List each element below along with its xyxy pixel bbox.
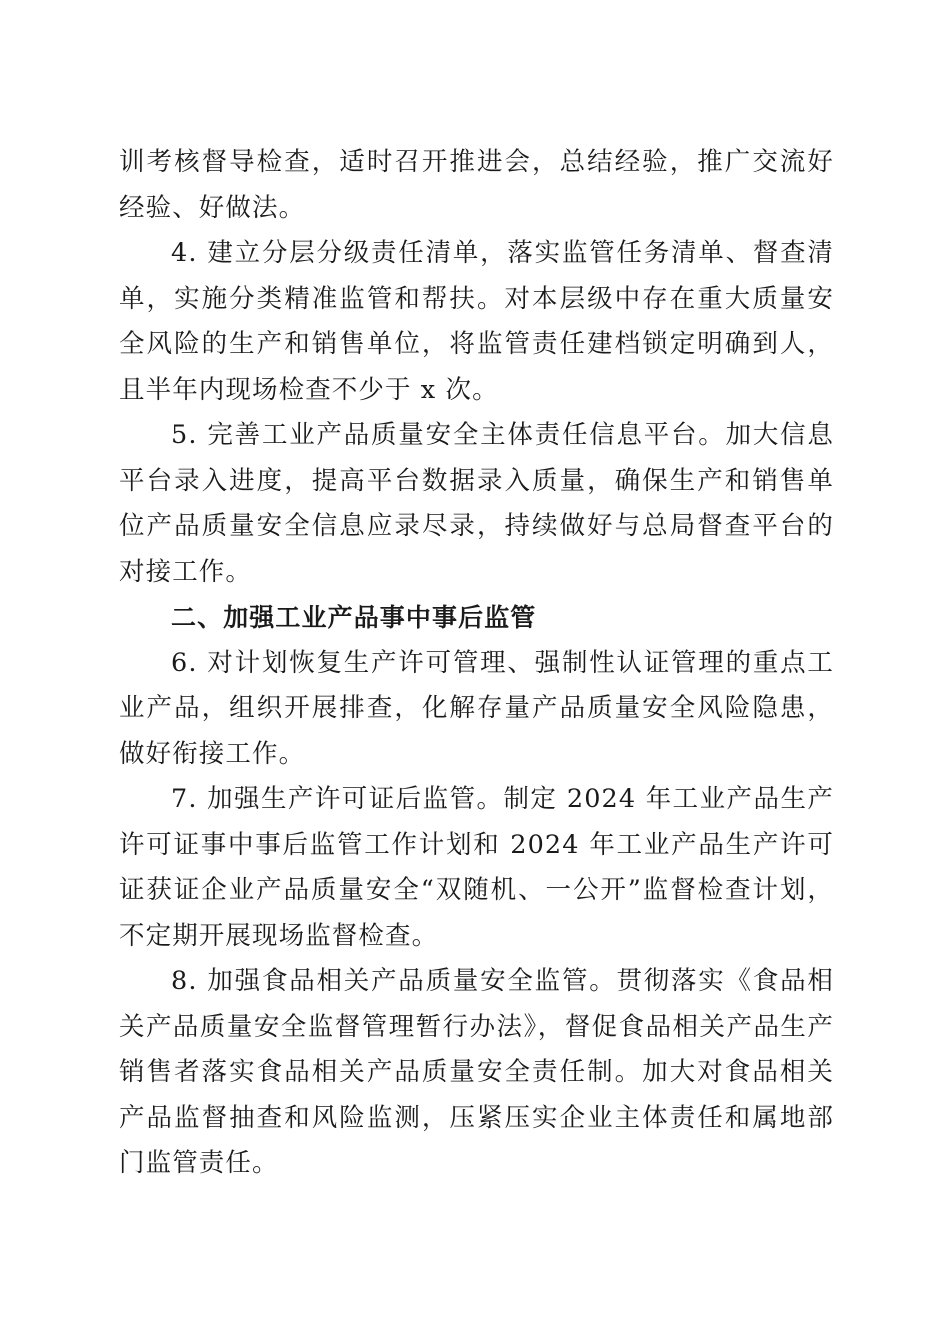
- paragraph-continuation: 训考核督导检查，适时召开推进会，总结经验，推广交流好经验、好做法。: [119, 147, 834, 223]
- paragraph-item-8: 8. 加强食品相关产品质量安全监管。贯彻落实《食品相关产品质量安全监督管理暂行办法》，督促食品相关产品生产销售者落实食品相关产品质量安全责任制。加大对食品相关产品监督抽查和风险监测，压紧压实企业主体责任和属地部门监管责任。: [119, 966, 834, 1178]
- paragraph-item-6: 6. 对计划恢复生产许可管理、强制性认证管理的重点工业产品，组织开展排查，化解存量产品质量安全风险隐患，做好衔接工作。: [119, 647, 834, 769]
- section-heading: 二、加强工业产品事中事后监管: [171, 603, 537, 632]
- paragraph-item-4: 4. 建立分层分级责任清单，落实监管任务清单、督查清单，实施分类精准监管和帮扶。对本层级中存在重大质量安全风险的生产和销售单位，将监管责任建档锁定明确到人，且半年内现场检查不少于 x 次。: [119, 238, 834, 405]
- paragraph-item-7: 7. 加强生产许可证后监管。制定 2024 年工业产品生产许可证事中事后监管工作计划和 2024 年工业产品生产许可证获证企业产品质量安全“双随机、一公开”监督检查计划，不定期开展现场监督检查。: [119, 784, 834, 951]
- document-body: [119, 140, 834, 1187]
- paragraph-item-5: 5. 完善工业产品质量安全主体责任信息平台。加大信息平台录入进度，提高平台数据录入质量，确保生产和销售单位产品质量安全信息应录尽录，持续做好与总局督查平台的对接工作。: [119, 420, 834, 587]
